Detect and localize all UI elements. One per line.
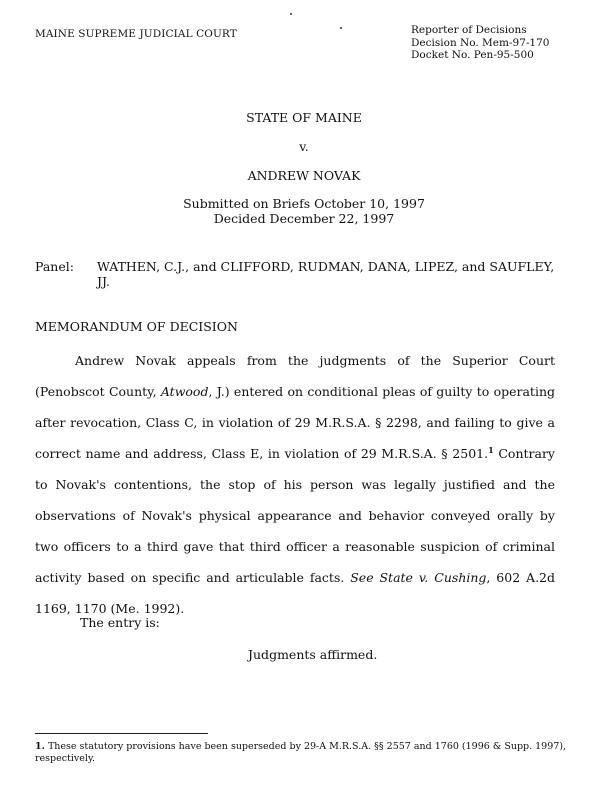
footnote-number: 1. xyxy=(35,741,45,752)
paragraph-text: , 602 A.2d 1169, 1170 (Me. 1992). xyxy=(35,570,555,616)
paragraph-text: Andrew Novak appeals from the judgments of the Superior Court (Penobscot County, xyxy=(35,353,555,399)
versus: v. xyxy=(299,139,309,154)
decision-number: Decision No. Mem-97-170 xyxy=(411,36,550,49)
judge-name: Atwood xyxy=(160,384,209,399)
case-citation: See State v. Cushing xyxy=(350,570,487,585)
paragraph-text: , J.) entered on conditional pleas of guilty to operating after revocation, Class C, in violation of 29 M.R.S.A. § 2298, and failing to give a correct name and address, Class E, in violation of 29 M.R.S.A. § 2501. xyxy=(35,384,555,461)
panel-justices: WATHEN, C.J., and CLIFFORD, RUDMAN, DANA, LIPEZ, and SAUFLEY, JJ. xyxy=(97,259,555,289)
scan-speck xyxy=(290,13,292,15)
panel-label: Panel: xyxy=(35,259,74,274)
footnote xyxy=(35,741,595,765)
memorandum-heading: MEMORANDUM OF DECISION xyxy=(35,319,238,334)
defendant: ANDREW NOVAK xyxy=(247,168,361,183)
footnote-text: These statutory provisions have been superseded by 29-A M.R.S.A. §§ 2557 and 1760 (1996 & Supp. 1997), respectively. xyxy=(35,741,567,764)
reporter-block xyxy=(411,24,549,62)
plaintiff: STATE OF MAINE xyxy=(246,110,362,125)
court-name: MAINE SUPREME JUDICIAL COURT xyxy=(35,28,237,40)
judgment: Judgments affirmed. xyxy=(248,647,378,662)
decision-paragraph xyxy=(35,345,555,624)
submitted-date: Submitted on Briefs October 10, 1997 xyxy=(183,196,425,211)
case-dates xyxy=(0,196,608,226)
scan-speck xyxy=(340,27,342,29)
footnote-reference[interactable]: 1 xyxy=(488,444,494,455)
paragraph-text: Contrary to Novak's contentions, the stop of his person was legally justified and the observations of Novak's physical appearance and behavior conveyed orally by two officers to a third gave that third officer a reasonable suspicion of criminal activity based on specific and articulable facts. xyxy=(35,446,555,585)
docket-number: Docket No. Pen-95-500 xyxy=(411,49,534,61)
reporter-of-decisions: Reporter of Decisions xyxy=(411,24,527,36)
footnote-divider xyxy=(35,733,208,734)
decided-date: Decided December 22, 1997 xyxy=(213,211,395,226)
entry-label: The entry is: xyxy=(80,615,160,630)
